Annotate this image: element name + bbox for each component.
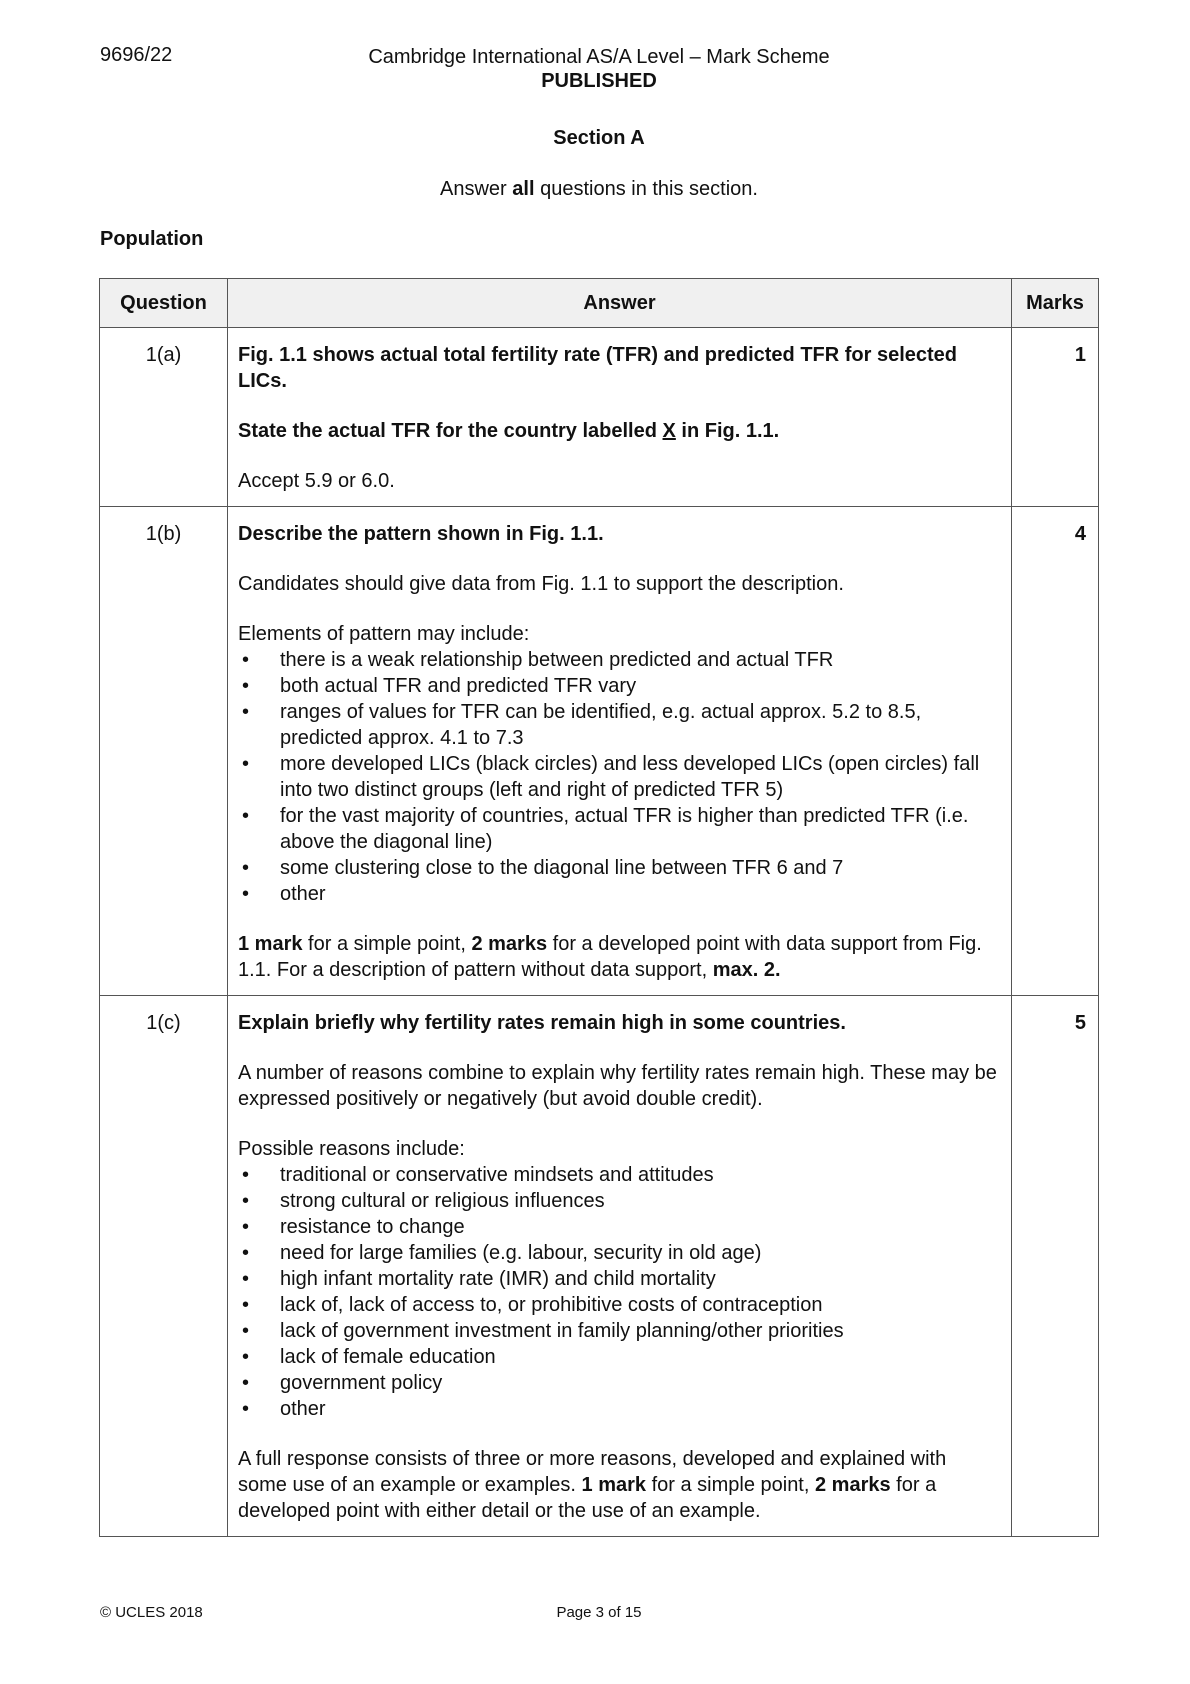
page-number: Page 3 of 15 xyxy=(556,1604,642,1621)
list-item: • ranges of values for TFR can be identified, e.g. actual approx. 5.2 to 8.5, predicted approx. 4.1 to 7.3 xyxy=(238,699,999,751)
question-prompt: Describe the pattern shown in Fig. 1.1. xyxy=(238,523,604,545)
question-number: 1(a) xyxy=(100,328,228,507)
list-item: • strong cultural or religious influences xyxy=(238,1188,999,1214)
topic-heading: Population xyxy=(100,228,204,250)
accepted-answer: Accept 5.9 or 6.0. xyxy=(238,470,395,492)
marks-value: 1 xyxy=(1012,328,1099,507)
marks-column-header: Marks xyxy=(1012,279,1099,328)
marking-note: A full response consists of three or more reasons, developed and explained with some use of an example or examples. 1 mark for a simple point, 2 marks for a developed point with either detail or the use of an example. xyxy=(238,1448,947,1522)
list-item: • more developed LICs (black circles) and less developed LICs (open circles) fall into two distinct groups (left and right of predicted TFR 5) xyxy=(238,751,999,803)
list-item: • government policy xyxy=(238,1370,999,1396)
paper-code: 9696/22 xyxy=(100,44,173,66)
marking-note: 1 mark for a simple point, 2 marks for a developed point with data support from Fig. 1.1. For a description of pattern without data support, max. 2. xyxy=(238,933,982,981)
table-row xyxy=(100,507,1099,996)
list-item: • for the vast majority of countries, actual TFR is higher than predicted TFR (i.e. above the diagonal line) xyxy=(238,803,999,855)
list-item: • traditional or conservative mindsets and attitudes xyxy=(238,1162,999,1188)
answer-cell xyxy=(228,507,1012,996)
list-item: • lack of female education xyxy=(238,1344,999,1370)
answer-cell xyxy=(228,996,1012,1537)
list-item: • there is a weak relationship between predicted and actual TFR xyxy=(238,647,999,673)
section-title: Section A xyxy=(553,127,645,149)
table-row xyxy=(100,328,1099,507)
list-item: • lack of government investment in family planning/other priorities xyxy=(238,1318,999,1344)
question-column-header: Question xyxy=(100,279,228,328)
document-title: Cambridge International AS/A Level – Mark Scheme xyxy=(368,46,830,68)
table-header-row xyxy=(100,279,1099,328)
question-prompt: Fig. 1.1 shows actual total fertility rate (TFR) and predicted TFR for selected LICs. xyxy=(238,344,958,392)
question-prompt: Explain briefly why fertility rates remain high in some countries. xyxy=(238,1012,846,1034)
list-item: • lack of, lack of access to, or prohibitive costs of contraception xyxy=(238,1292,999,1318)
answer-column-header: Answer xyxy=(228,279,1012,328)
answer-cell xyxy=(228,328,1012,507)
bullet-list xyxy=(238,1162,999,1422)
list-intro: Elements of pattern may include: xyxy=(238,623,530,645)
list-item: • both actual TFR and predicted TFR vary xyxy=(238,673,999,699)
marks-value: 4 xyxy=(1012,507,1099,996)
list-intro: Possible reasons include: xyxy=(238,1138,465,1160)
guidance-text: A number of reasons combine to explain why fertility rates remain high. These may be expressed positively or negatively (but avoid double credit). xyxy=(238,1062,997,1110)
mark-scheme-table xyxy=(99,278,1099,1537)
list-item: • resistance to change xyxy=(238,1214,999,1240)
published-label: PUBLISHED xyxy=(541,70,657,92)
list-item: • high infant mortality rate (IMR) and child mortality xyxy=(238,1266,999,1292)
list-item: • some clustering close to the diagonal line between TFR 6 and 7 xyxy=(238,855,999,881)
table-row xyxy=(100,996,1099,1537)
question-number: 1(c) xyxy=(100,996,228,1537)
bullet-list xyxy=(238,647,999,907)
question-number: 1(b) xyxy=(100,507,228,996)
list-item: • other xyxy=(238,1396,999,1422)
list-item: • need for large families (e.g. labour, security in old age) xyxy=(238,1240,999,1266)
section-instruction: Answer all questions in this section. xyxy=(440,178,758,200)
guidance-text: Candidates should give data from Fig. 1.1 to support the description. xyxy=(238,573,844,595)
marks-value: 5 xyxy=(1012,996,1099,1537)
copyright-notice: © UCLES 2018 xyxy=(100,1604,203,1621)
question-prompt: State the actual TFR for the country labelled X in Fig. 1.1. xyxy=(238,420,780,442)
list-item: • other xyxy=(238,881,999,907)
